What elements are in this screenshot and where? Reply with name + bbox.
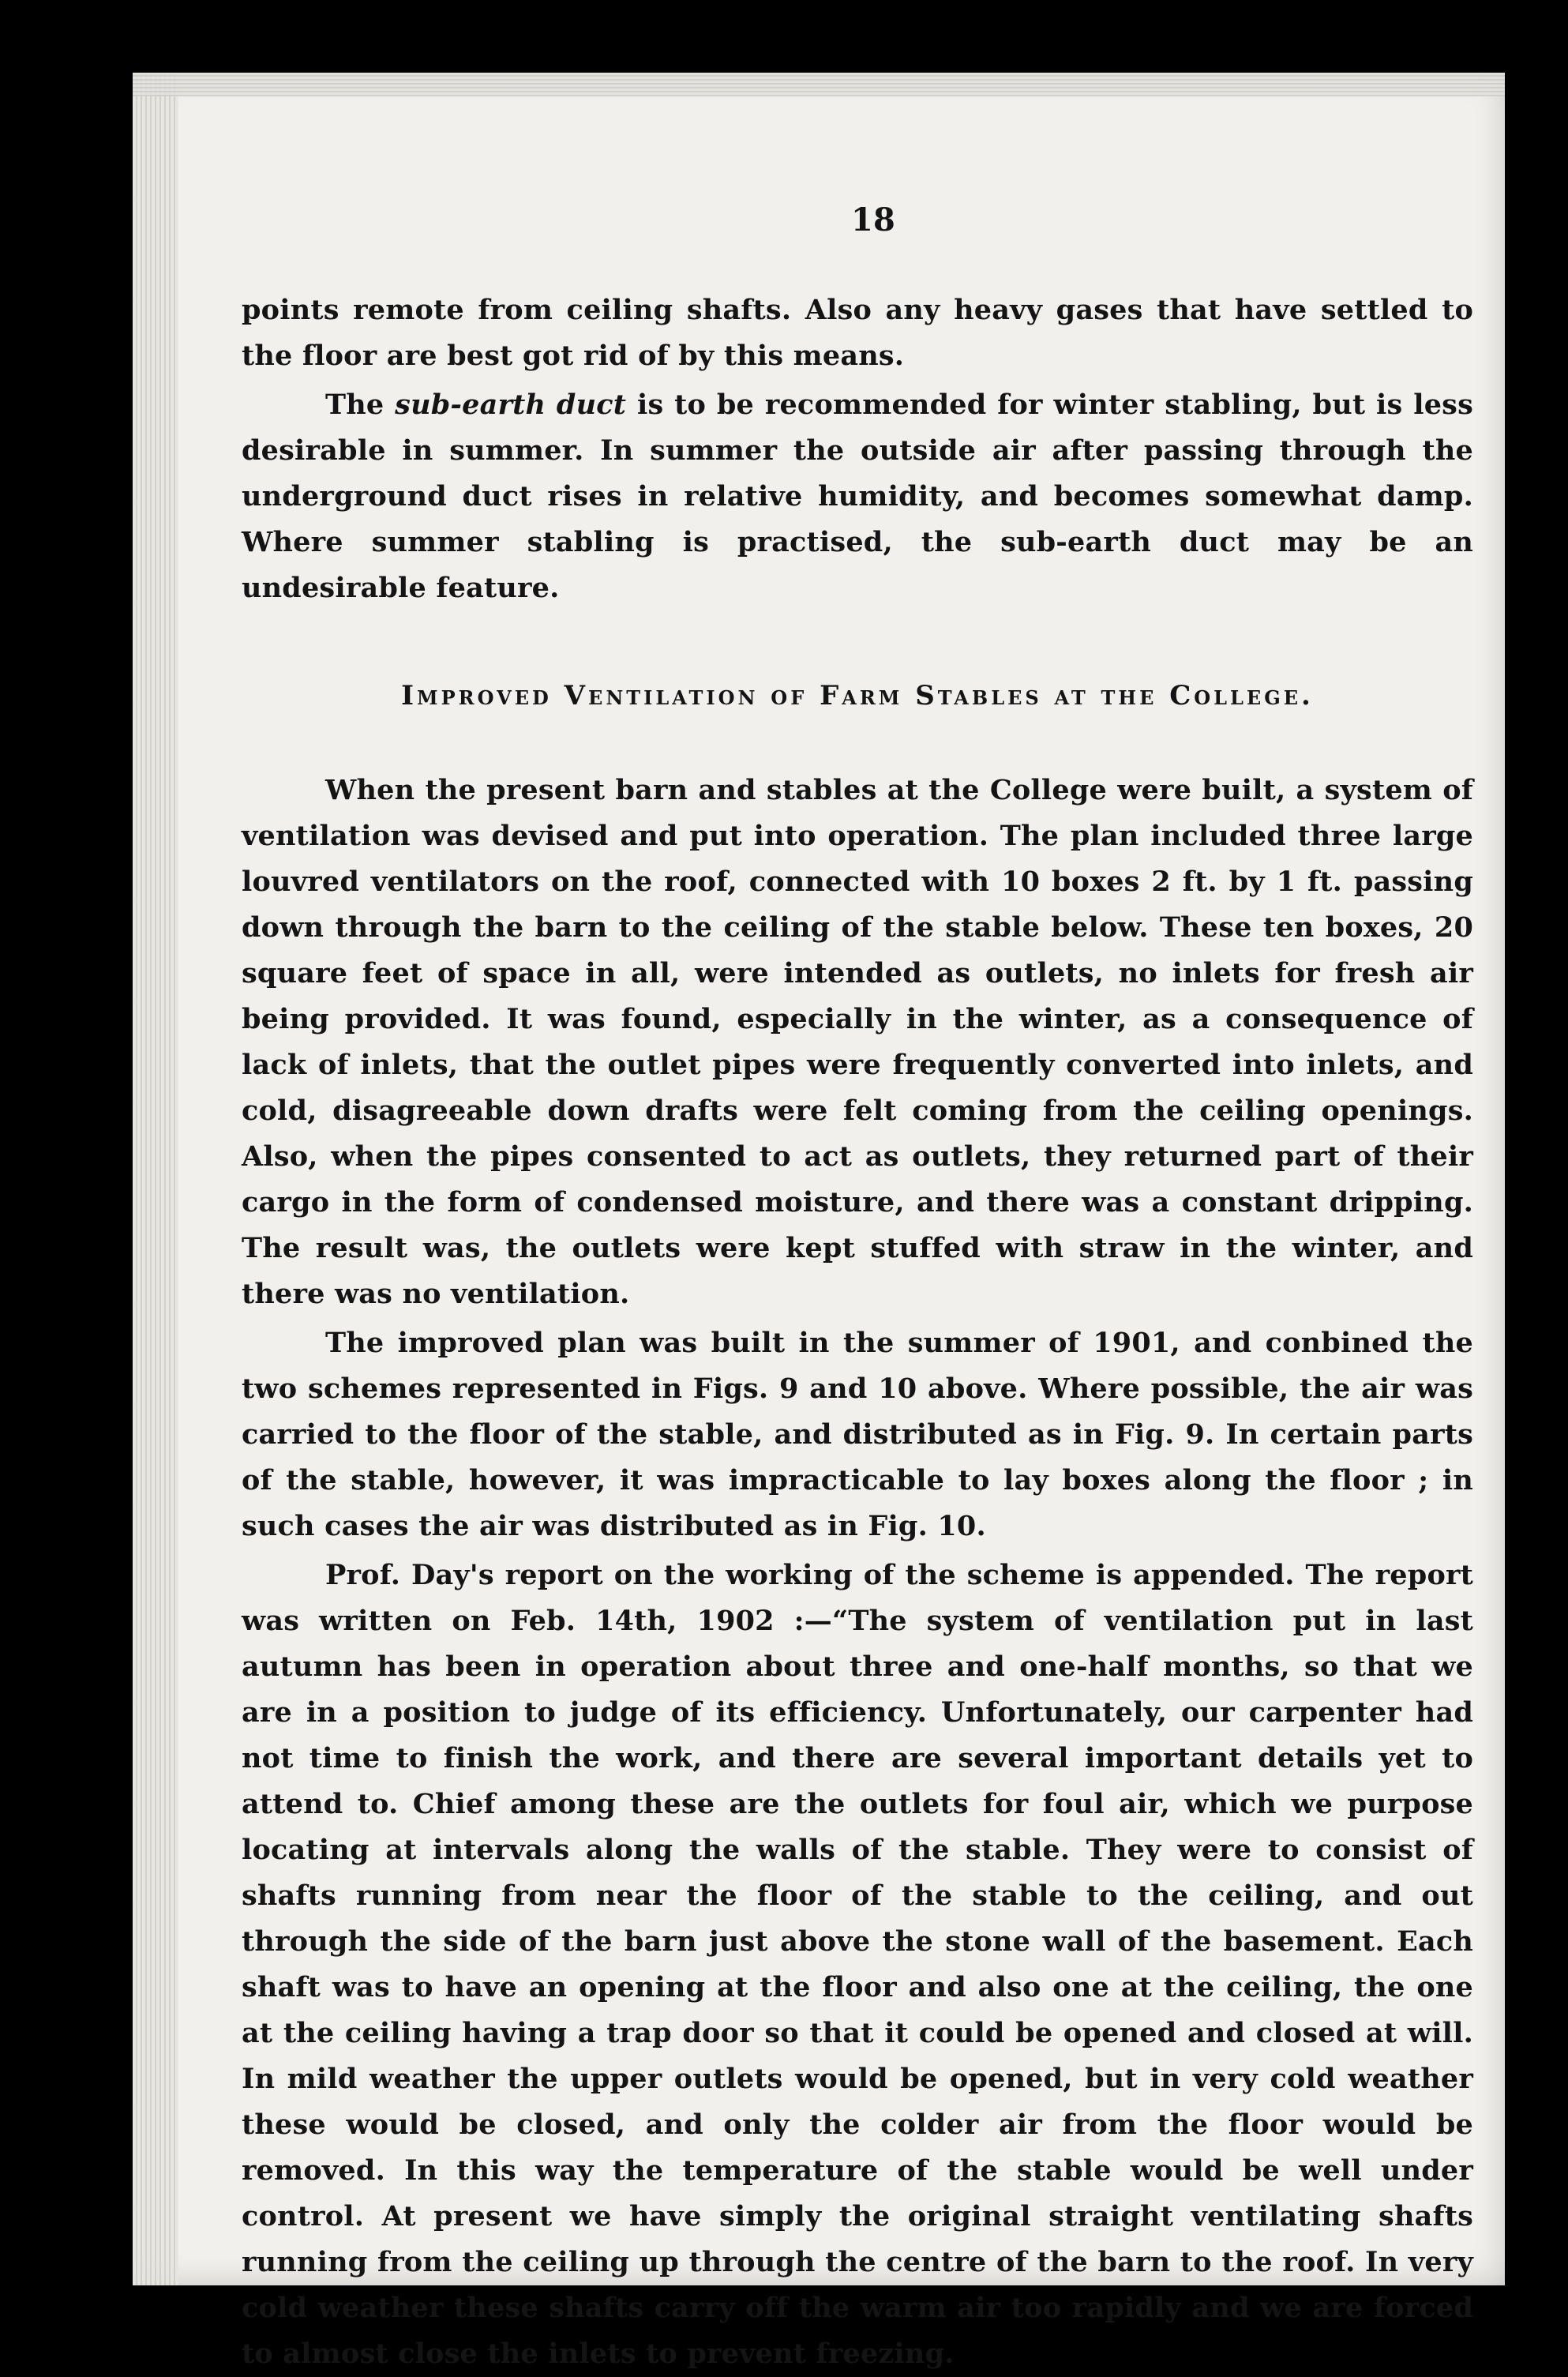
italic-term-sub-earth-duct: sub-earth duct	[395, 389, 627, 421]
paragraph-sub-earth-duct-lead: The	[325, 389, 396, 421]
paragraph-improved-plan: The improved plan was built in the summer of 1901, and conbined the two schemes represented in Figs. 9 and 10 above. Where possible, the air was carried to the floor of the stable, and distributed as in Fig. 9. In certain parts of the stable, however, it was impracticable to lay boxes along the floor ; in such cases the air was distributed as in Fig. 10.	[242, 1327, 1473, 1542]
paragraph-original-ventilation: When the present barn and stables at the College were built, a system of ventilation was devised and put into operation. The plan included three large louvred ventilators on the roof, connected with 10 boxes 2 ft. by 1 ft. passing down through the barn to the ceiling of the stable below. These ten boxes, 20 square feet of space in all, were intended as outlets, no inlets for fresh air being provided. It was found, especially in the winter, as a consequence of lack of inlets, that the outlet pipes were frequently converted into inlets, and cold, disagreeable down drafts were felt coming from the ceiling openings. Also, when the pipes consented to act as outlets, they returned part of their cargo in the form of condensed moisture, and there was a constant dripping. The result was, the outlets were kept stuffed with straw in the winter, and there was no ventilation.	[242, 774, 1473, 1310]
paragraph-continued: points remote from ceiling shafts. Also any heavy gases that have settled to the floor are best got rid of by this means.	[242, 294, 1473, 372]
paragraph-sub-earth-duct-body: is to be recommended for winter stabling, but is less desirable in summer. In summer the outside air after passing through the underground duct rises in relative humidity, and becomes somewhat damp. Where summer stabling is practised, the sub-earth duct may be an undesirable feature.	[242, 389, 1473, 604]
page-edge-stack	[133, 73, 178, 2285]
page-top-edge	[133, 73, 1505, 96]
page-number: 18	[850, 201, 896, 238]
page-content	[242, 197, 1473, 2377]
paragraph-sub-earth-duct	[242, 382, 1473, 611]
section-heading: Improved Ventilation of Farm Stables at the College.	[401, 680, 1314, 712]
paragraph-prof-day-report: Prof. Day's report on the working of the scheme is appended. The report was written on Feb. 14th, 1902 :—“The system of ventilation put in last autumn has been in operation about three and one-half months, so that we are in a position to judge of its efficiency. Unfortunately, our carpenter had not time to finish the work, and there are several important details yet to attend to. Chief among these are the outlets for foul air, which we purpose locating at intervals along the walls of the stable. They were to consist of shafts running from near the floor of the stable to the ceiling, and out through the side of the barn just above the stone wall of the basement. Each shaft was to have an opening at the floor and also one at the ceiling, the one at the ceiling having a trap door so that it could be opened and closed at will. In mild weather the upper outlets would be opened, but in very cold weather these would be closed, and only the colder air from the floor would be removed. In this way the temperature of the stable would be well under control. At present we have simply the original straight ventilating shafts running from the ceiling up through the centre of the barn to the roof. In very cold weather these shafts carry off the warm air too rapidly and we are forced to almost close the inlets to prevent freezing.	[242, 1559, 1473, 2370]
